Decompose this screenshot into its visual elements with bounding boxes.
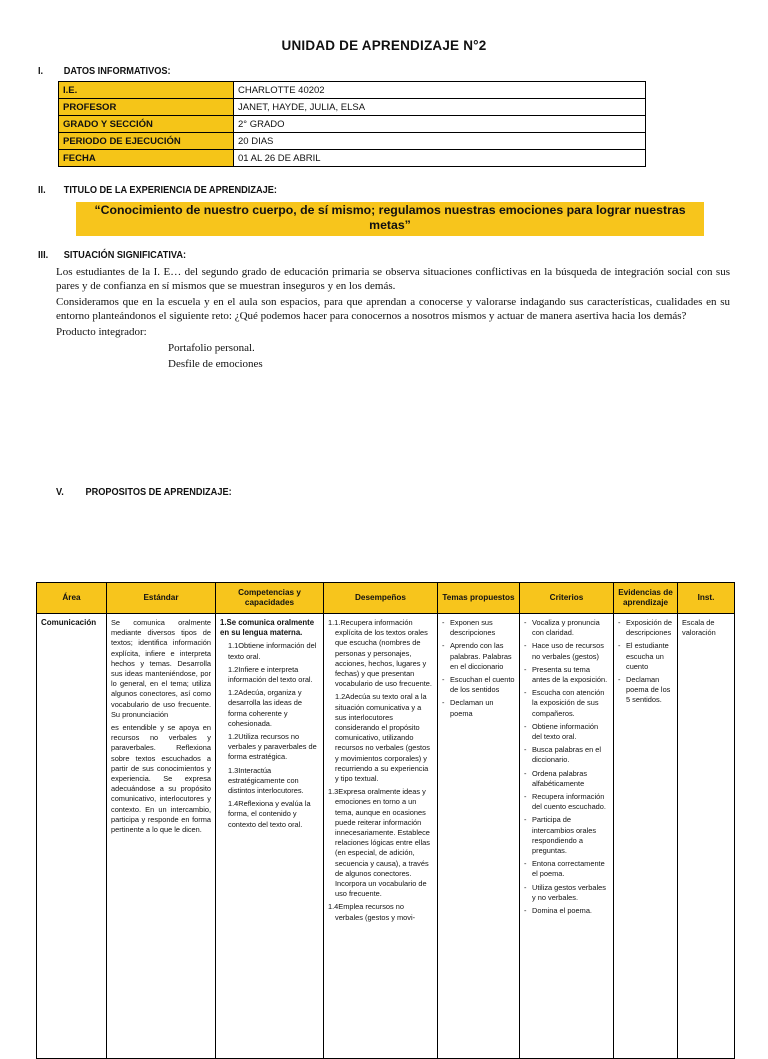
section-label: TITULO DE LA EXPERIENCIA DE APRENDIZAJE: (63, 185, 277, 196)
section-propositos (56, 487, 232, 498)
info-key: PROFESOR (59, 99, 234, 116)
product-item: Portafolio personal. (168, 342, 255, 354)
evidencias-list (618, 618, 673, 706)
info-value: 01 AL 26 DE ABRIL (234, 150, 646, 167)
tema-item: - Aprendo con las palabras. Palabras en el diccionario (442, 641, 515, 672)
info-value: CHARLOTTE 40202 (234, 82, 646, 99)
header-evidencias: Evidencias de aprendizaje (614, 583, 678, 614)
info-row (59, 82, 646, 99)
estandar-text: Se comunica oralmente mediante diversos tipos de textos; identifica información explícita, infiere e interpreta hechos y temas. Desarrolla sus ideas manteniéndose, por lo general, en el tema; utiliza algunos conectores, así como vocabulario de uso frecuente. Su pronunciación (111, 618, 211, 719)
header-estandar: Estándar (107, 583, 216, 614)
desempeno-item: 1.3Expresa oralmente ideas y emociones en torno a un tema, aunque en ocasiones puede reiterar información innecesariamente. Establece relaciones lógicas entre ellas (en especial, de adición, secuencia y causa), a través de algunos conectores. Incorpora un vocabulario de uso frecuente. (328, 787, 430, 899)
section-number: I. (38, 66, 44, 77)
capacidad-item: 1.2Utiliza recursos no verbales y paraverbales de forma estratégica. (228, 732, 317, 762)
cell-area: Comunicación (37, 614, 107, 1059)
section-label: DATOS INFORMATIVOS: (63, 66, 171, 77)
criterio-item: - Busca palabras en el diccionario. (524, 745, 609, 765)
temas-list (442, 618, 515, 719)
product-label: Producto integrador: (56, 326, 147, 338)
tema-item: - Declaman un poema (442, 698, 515, 718)
criterios-list (524, 618, 609, 916)
info-key: I.E. (59, 82, 234, 99)
criterio-item: - Utiliza gestos verbales y no verbales. (524, 883, 609, 903)
info-row (59, 116, 646, 133)
info-key: FECHA (59, 150, 234, 167)
cell-desempenos (324, 614, 438, 1059)
info-key: GRADO Y SECCIÓN (59, 116, 234, 133)
tema-item: - Escuchan el cuento de los sentidos (442, 675, 515, 695)
capacidad-item: 1.3Interactúa estratégicamente con distintos interlocutores. (228, 765, 304, 796)
desempeno-item: 1.1.Recupera información explícita de los textos orales que escucha (nombres de personas y personajes, acciones, hechos, lugares y fechas) y que presentan vocabulario de uso frecuente. (328, 618, 432, 689)
info-value: 2° GRADO (234, 116, 646, 133)
cell-criterios (520, 614, 614, 1059)
cell-temas (438, 614, 520, 1059)
cell-competencias (216, 614, 324, 1059)
info-row (59, 150, 646, 167)
desempeno-item: 1.2Adecúa su texto oral a la situación comunicativa y a sus interlocutores considerando el propósito comunicativo, utilizando recursos no verbales (gestos y movimientos corporales) y recurriendo a su experiencia y tipo textual. (335, 692, 430, 784)
section-datos-informativos (38, 66, 171, 77)
header-desempenos: Desempeños (324, 583, 438, 614)
header-inst: Inst. (678, 583, 735, 614)
competencia-title: 1.Se comunica oralmente en su lengua materna. (220, 618, 315, 638)
header-competencias: Competencias y capacidades (216, 583, 324, 614)
cell-evidencias (614, 614, 678, 1059)
section-number: V. (56, 487, 64, 498)
criterio-item: - Escucha con atención la exposición de sus compañeros. (524, 688, 609, 719)
info-table (58, 81, 646, 167)
estandar-text: es entendible y se apoya en recursos no verbales y paraverbales. Reflexiona sobre textos escuchados a partir de sus conocimientos y experiencia. Se expresa adecuándose a su propósito comunicativo, interlocutores y contexto. En un intercambio, participa y responde en forma pertinente a lo que le dicen. (111, 723, 211, 835)
header-temas: Temas propuestos (438, 583, 520, 614)
table-header-row (37, 583, 735, 614)
capacidad-item: 1.4Reflexiona y evalúa la forma, el contenido y contexto del texto oral. (228, 799, 311, 829)
header-criterios: Criterios (520, 583, 614, 614)
table-row (37, 614, 735, 1059)
criterio-item: - Obtiene información del texto oral. (524, 722, 609, 742)
criterio-item: - Hace uso de recursos no verbales (gestos) (524, 641, 609, 661)
section-situacion-significativa (38, 250, 186, 261)
section-label: SITUACIÓN SIGNIFICATIVA: (63, 250, 187, 261)
info-value: JANET, HAYDE, JULIA, ELSA (234, 99, 646, 116)
section-titulo-experiencia (38, 185, 277, 196)
situation-paragraph-2: Consideramos que en la escuela y en el aula son espacios, para que aprendan a conocerse y valorarse indagando sus características, cualidades en su entorno planteándonos el siguiente reto: ¿Qué podemos hacer para conocernos a nosotros mismos y actuar de manera asertiva hacia los demás? (56, 296, 730, 322)
evidencia-item: - Exposición de descripciones (618, 618, 673, 638)
criterio-item: - Domina el poema. (524, 906, 609, 916)
info-row (59, 133, 646, 150)
desempeno-item: 1.4Emplea recursos no verbales (gestos y movi- (328, 902, 416, 922)
criterio-item: - Ordena palabras alfabéticamente (524, 769, 609, 789)
experience-title-banner: “Conocimiento de nuestro cuerpo, de sí mismo; regulamos nuestras emociones para lograr nuestras metas” (76, 202, 704, 236)
section-label: PROPOSITOS DE APRENDIZAJE: (85, 487, 232, 498)
propositos-table (36, 582, 735, 1059)
situation-paragraph-1: Los estudiantes de la I. E… del segundo grado de educación primaria se observa situaciones conflictivas en la búsqueda de integración social con sus pares y de confianza en sí mismos que se muestran inseguros y en los demás. (56, 266, 730, 292)
cell-inst: Escala de valoración (678, 614, 735, 1059)
section-number: III. (38, 250, 49, 261)
criterio-item: - Participa de intercambios orales respondiendo a preguntas. (524, 815, 609, 856)
criterio-item: - Recupera información del cuento escuchado. (524, 792, 609, 812)
info-key: PERIODO DE EJECUCIÓN (59, 133, 234, 150)
cell-estandar (107, 614, 216, 1059)
capacidad-item: 1.1Obtiene información del texto oral. (228, 641, 317, 661)
criterio-item: - Entona correctamente el poema. (524, 859, 609, 879)
criterio-item: - Vocaliza y pronuncia con claridad. (524, 618, 609, 638)
tema-item: - Exponen sus descripciones (442, 618, 515, 638)
section-number: II. (38, 185, 46, 196)
info-row (59, 99, 646, 116)
evidencia-item: - El estudiante escucha un cuento (618, 641, 673, 672)
header-area: Área (37, 583, 107, 614)
capacidad-item: 1.2Adecúa, organiza y desarrolla las ideas de forma coherente y cohesionada. (228, 688, 302, 728)
evidencia-item: - Declaman poema de los 5 sentidos. (618, 675, 673, 706)
capacidad-item: 1.2Infiere e interpreta información del texto oral. (228, 664, 313, 685)
product-item: Desfile de emociones (168, 358, 263, 370)
page-title: UNIDAD DE APRENDIZAJE N°2 (281, 38, 487, 53)
criterio-item: - Presenta su tema antes de la exposición. (524, 665, 609, 685)
info-value: 20 DIAS (234, 133, 646, 150)
